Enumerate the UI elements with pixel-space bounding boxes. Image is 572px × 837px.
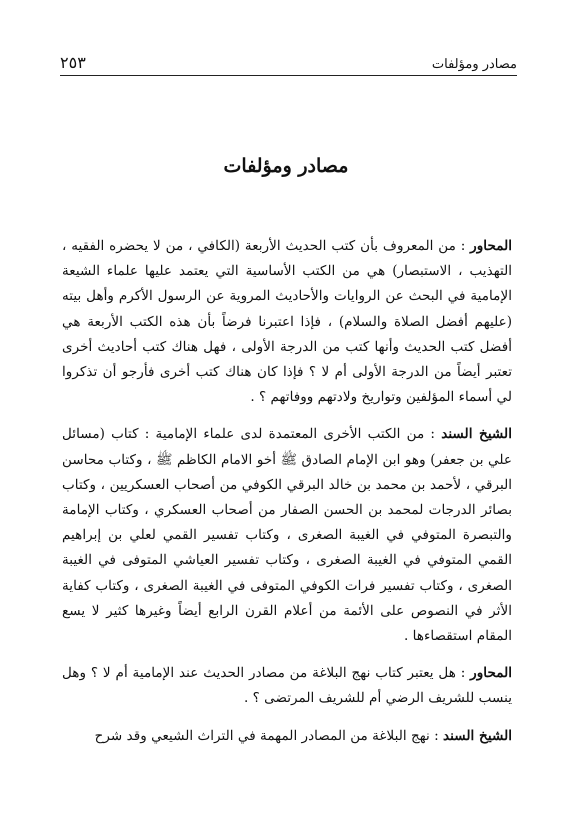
paragraph-text: : من المعروف بأن كتب الحديث الأربعة (الكافي ، من لا يحضره الفقيه ، التهذيب ، الاستبصار) هي من الكتب الأساسية التي يعتمد عليها علماء الشيعة الإمامية في البحث عن الروايات والأحاديث المروية عن الرسول الأكرم وأهل بيته (عليهم أفضل الصلاة والسلام) ، فإذا اعتبرنا فرضاً بأن هذه الكتب الأربعة هي أفضل كتب الحديث وأنها كتب من الدرجة الأولى ، فهل هناك كتب أحاديث أخرى تعتبر أيضاً من الدرجة الأولى أم لا ؟ فإذا كان هناك كتب أخرى فأرجو أن تذكروا لي أسماء المؤلفين وتواريخ ولادتهم ووفاتهم ؟ . — [62, 238, 512, 406]
paragraph — [62, 661, 512, 711]
page-number: ٢٥٣ — [60, 53, 86, 72]
body-text — [62, 234, 512, 761]
paragraph-text: : نهج البلاغة من المصادر المهمة في التراث الشيعي وقد شرح — [94, 727, 444, 744]
paragraph — [62, 234, 512, 410]
paragraph-text: : من الكتب الأخرى المعتمدة لدى علماء الإمامية : كتاب (مسائل علي بن جعفر) وهو ابن الإمام الصادق ﷺ أخو الامام الكاظم ﷺ ، وكتاب محاسن البرقي ، لأحمد بن محمد بن خالد البرقي الكوفي من أصحاب العسكريين ، وكتاب بصائر الدرجات لمحمد بن الحسن الصفار من أصحاب العسكري ، وكتاب الإمامة والتبصرة المتوفي في الغيبة الصغرى ، وكتاب تفسير القمي لعلي بن إبراهيم القمي المتوفي في الغيبة الصغرى ، وكتاب تفسير العياشي المتوفى في الغيبة الصغرى ، وكتاب تفسير فرات الكوفي المتوفى في الغيبة الصغرى ، وكتاب كفاية الأثر في النصوص على الأئمة من أعلام القرن الرابع أيضاً وغيرها كثير لا يسع المقام استقصاءها . — [62, 426, 512, 645]
running-header — [60, 50, 517, 76]
speaker-label: المحاور — [470, 238, 512, 254]
chapter-title: مصادر ومؤلفات — [223, 155, 349, 177]
paragraph — [62, 724, 512, 749]
speaker-label: المحاور — [470, 665, 512, 682]
paragraph-text: : هل يعتبر كتاب نهج البلاغة من مصادر الحديث عند الإمامية أم لا ؟ وهل ينسب للشريف الرضي أم للشريف المرتضى ؟ . — [62, 665, 512, 707]
paragraph — [62, 422, 512, 649]
speaker-label: الشيخ السند — [443, 727, 512, 744]
speaker-label: الشيخ السند — [441, 426, 512, 443]
running-header-title: مصادر ومؤلفات — [431, 57, 517, 72]
